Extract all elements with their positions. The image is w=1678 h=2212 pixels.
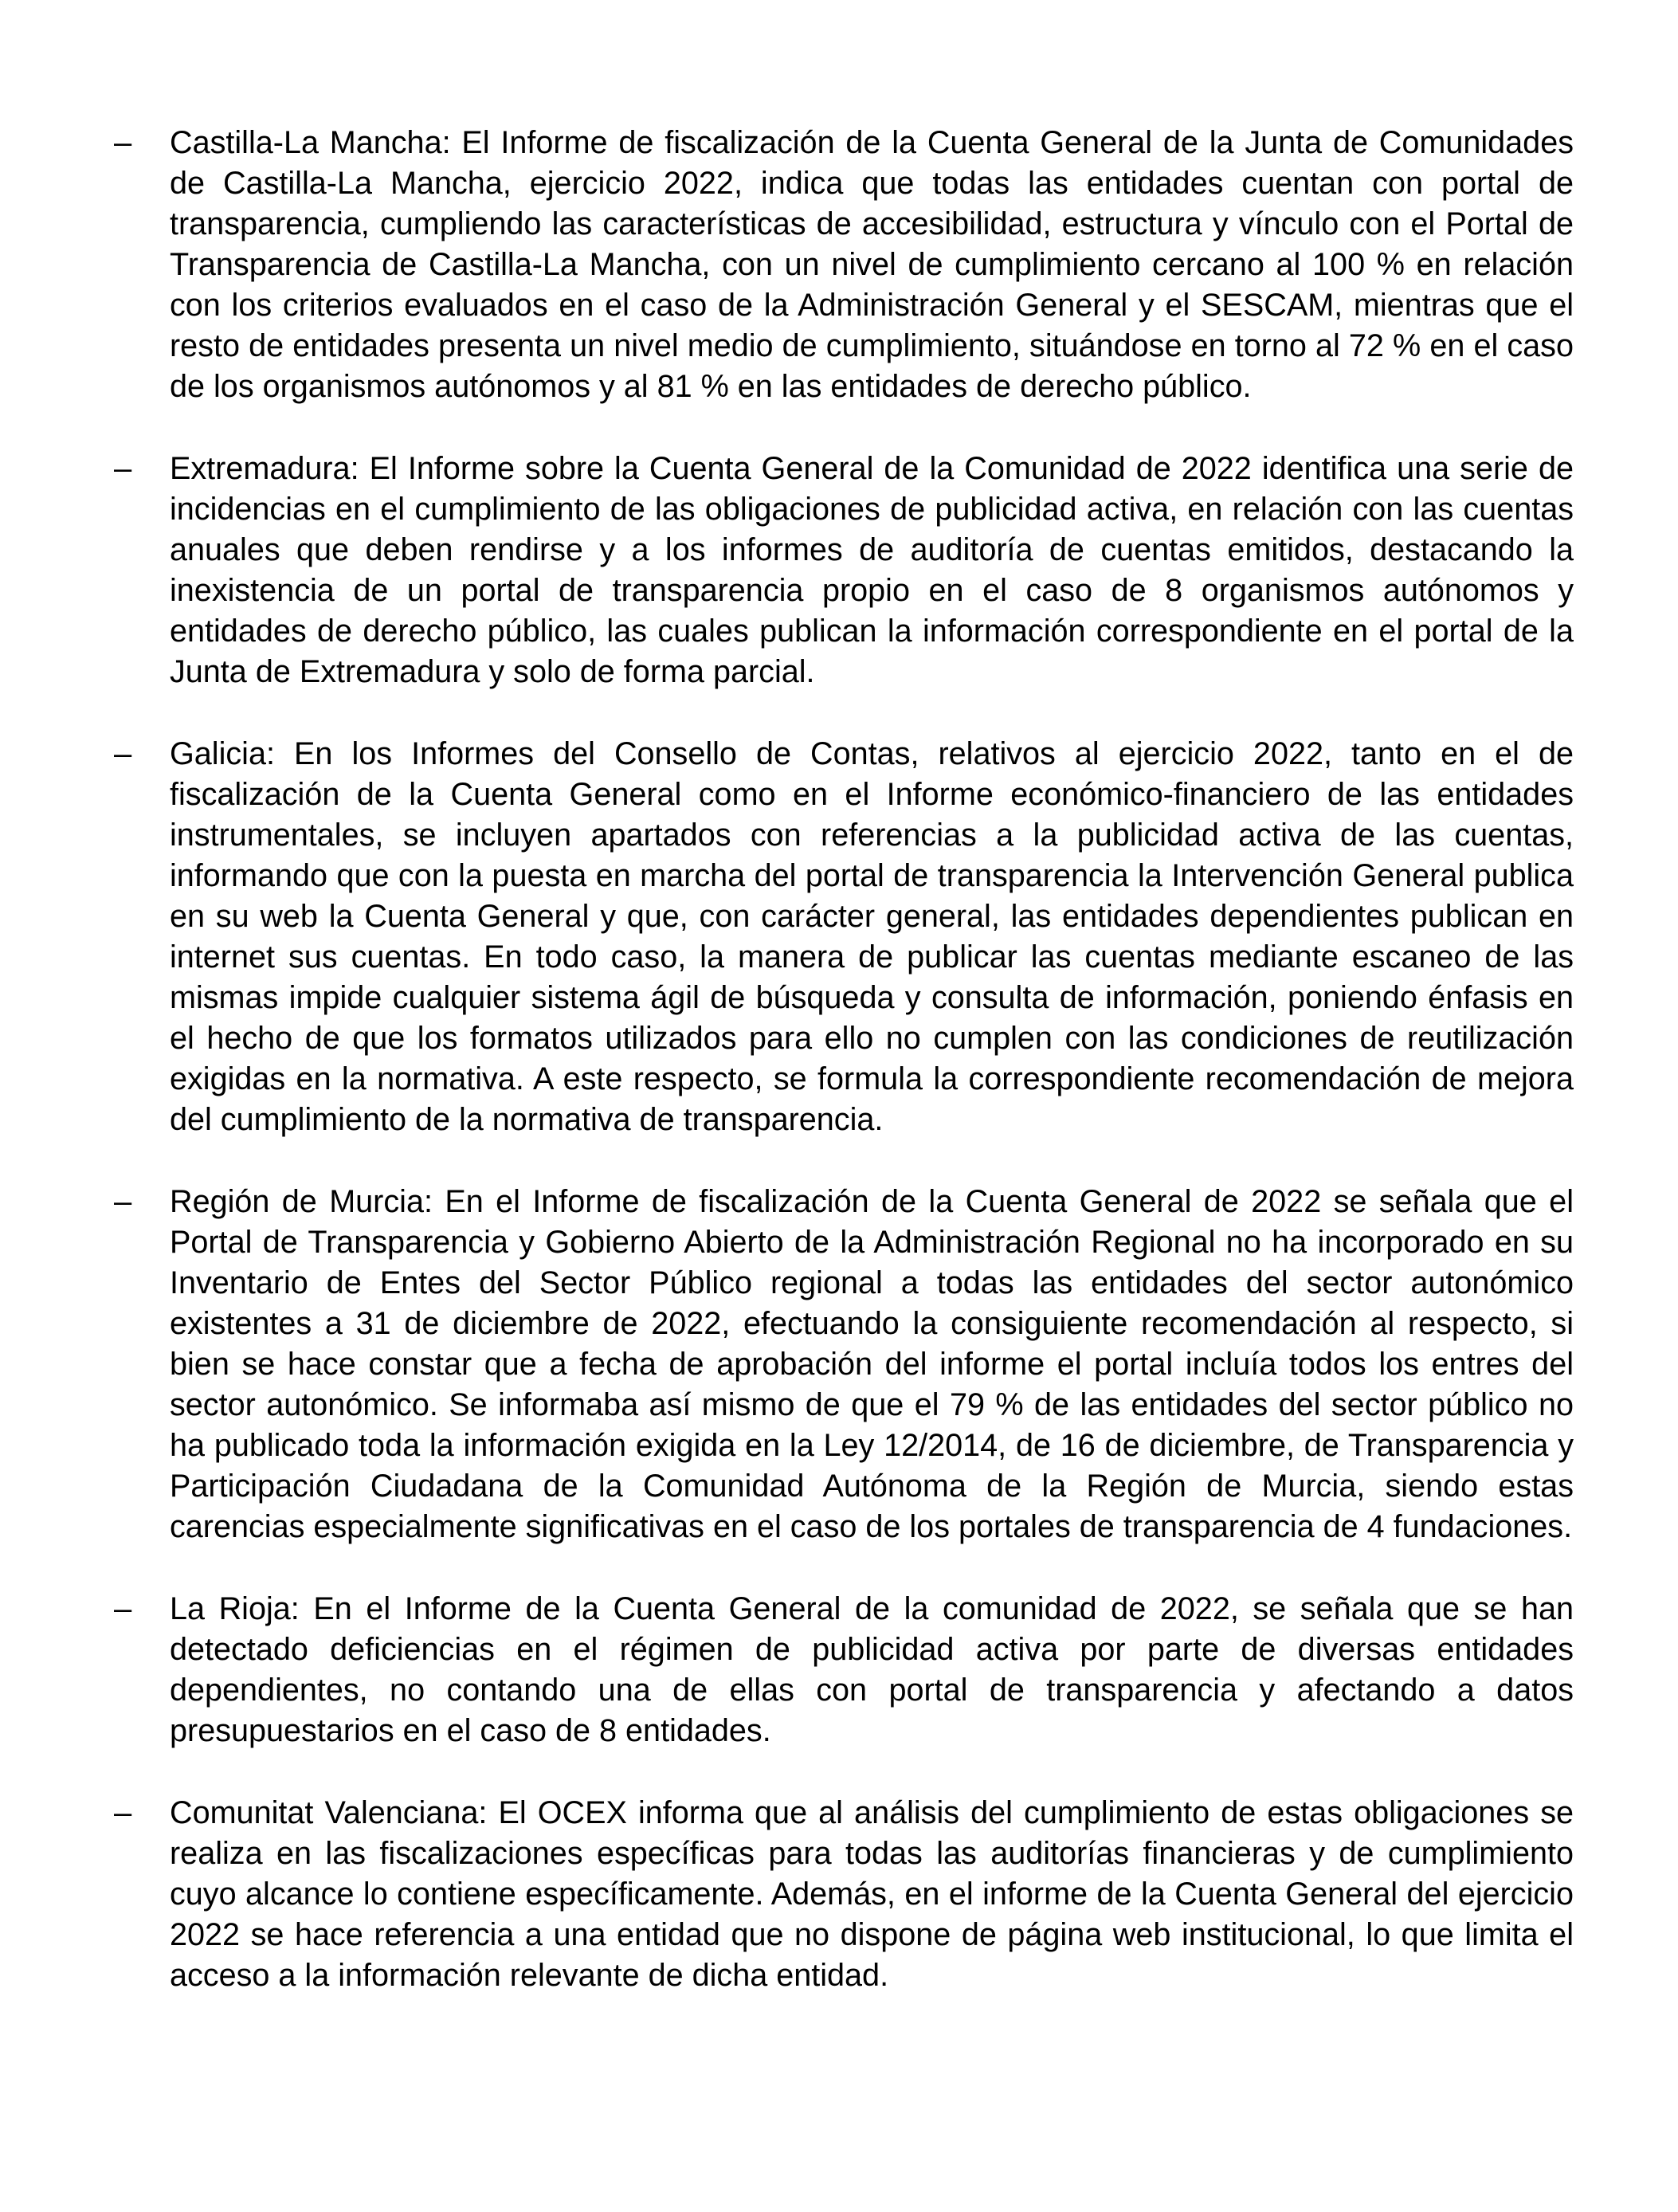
list-item-la-rioja	[114, 1589, 1574, 1751]
paragraph-galicia: Galicia: En los Informes del Consello de Contas, relativos al ejercicio 2022, tanto en el de fiscalización de la Cuenta General como en el Informe económico-financiero de las entidades instrumentales, se incluyen apartados con referencias a la publicidad activa de las cuentas, informando que con la puesta en marcha del portal de transparencia la Intervención General publica en su web la Cuenta General y que, con carácter general, las entidades dependientes publican en internet sus cuentas. En todo caso, la manera de publicar las cuentas mediante escaneo de las mismas impide cualquier sistema ágil de búsqueda y consulta de información, poniendo énfasis en el hecho de que los formatos utilizados para ello no cumplen con las condiciones de reutilización exigidas en la normativa. A este respecto, se formula la correspondiente recomendación de mejora del cumplimiento de la normativa de transparencia.	[170, 736, 1574, 1137]
paragraph-comunitat-valenciana: Comunitat Valenciana: El OCEX informa que al análisis del cumplimiento de estas obligaciones se realiza en las fiscalizaciones específicas para todas las auditorías financieras y de cumplimiento cuyo alcance lo contiene específicamente. Además, en el informe de la Cuenta General del ejercicio 2022 se hace referencia a una entidad que no dispone de página web institucional, lo que limita el acceso a la información relevante de dicha entidad.	[170, 1795, 1574, 1993]
list-bullet-dash: –	[114, 125, 132, 160]
list-item-comunitat-valenciana	[114, 1793, 1574, 1996]
paragraph-extremadura: Extremadura: El Informe sobre la Cuenta General de la Comunidad de 2022 identifica una serie de incidencias en el cumplimiento de las obligaciones de publicidad activa, en relación con las cuentas anuales que deben rendirse y a los informes de auditoría de cuentas emitidos, destacando la inexistencia de un portal de transparencia propio en el caso de 8 organismos autónomos y entidades de derecho público, las cuales publican la información correspondiente en el portal de la Junta de Extremadura y solo de forma parcial.	[170, 451, 1574, 689]
list-bullet-dash: –	[114, 1184, 132, 1219]
list-item-galicia	[114, 734, 1574, 1140]
list-bullet-dash: –	[114, 451, 132, 486]
regional-findings-list	[114, 123, 1574, 1996]
list-item-extremadura	[114, 449, 1574, 692]
paragraph-region-de-murcia: Región de Murcia: En el Informe de fiscalización de la Cuenta General de 2022 se señala que el Portal de Transparencia y Gobierno Abierto de la Administración Regional no ha incorporado en su Inventario de Entes del Sector Público regional a todas las entidades del sector autonómico existentes a 31 de diciembre de 2022, efectuando la consiguiente recomendación al respecto, si bien se hace constar que a fecha de aprobación del informe el portal incluía todos los entres del sector autonómico. Se informaba así mismo de que el 79 % de las entidades del sector público no ha publicado toda la información exigida en la Ley 12/2014, de 16 de diciembre, de Transparencia y Participación Ciudadana de la Comunidad Autónoma de la Región de Murcia, siendo estas carencias especialmente significativas en el caso de los portales de transparencia de 4 fundaciones.	[170, 1184, 1574, 1544]
list-bullet-dash: –	[114, 1591, 132, 1626]
list-item-region-de-murcia	[114, 1182, 1574, 1547]
list-bullet-dash: –	[114, 736, 132, 771]
paragraph-castilla-la-mancha: Castilla-La Mancha: El Informe de fiscalización de la Cuenta General de la Junta de Comunidades de Castilla-La Mancha, ejercicio 2022, indica que todas las entidades cuentan con portal de transparencia, cumpliendo las características de accesibilidad, estructura y vínculo con el Portal de Transparencia de Castilla-La Mancha, con un nivel de cumplimiento cercano al 100 % en relación con los criterios evaluados en el caso de la Administración General y el SESCAM, mientras que el resto de entidades presenta un nivel medio de cumplimiento, situándose en torno al 72 % en el caso de los organismos autónomos y al 81 % en las entidades de derecho público.	[170, 125, 1574, 404]
list-bullet-dash: –	[114, 1795, 132, 1830]
paragraph-la-rioja: La Rioja: En el Informe de la Cuenta General de la comunidad de 2022, se señala que se han detectado deficiencias en el régimen de publicidad activa por parte de diversas entidades dependientes, no contando una de ellas con portal de transparencia y afectando a datos presupuestarios en el caso de 8 entidades.	[170, 1591, 1574, 1748]
list-item-castilla-la-mancha	[114, 123, 1574, 407]
